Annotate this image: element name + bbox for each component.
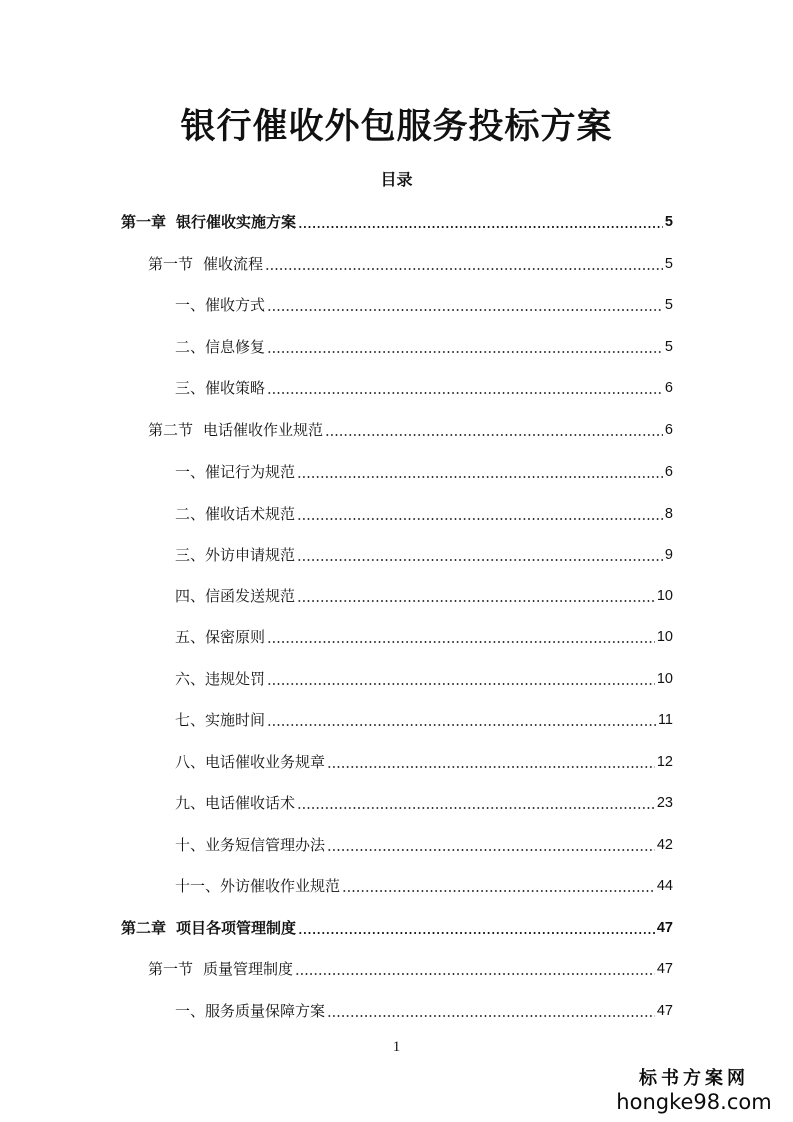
- toc-entry-title: 八、电话催收业务规章: [175, 753, 326, 771]
- toc-entry-page: 5: [664, 256, 673, 272]
- toc-dot-leader: [297, 476, 663, 478]
- toc-entry-title: 一、催记行为规范: [175, 463, 296, 481]
- toc-entry[interactable]: [175, 665, 673, 693]
- toc-entry-page: 9: [664, 547, 673, 563]
- toc-entry-title: 七、实施时间: [175, 711, 266, 729]
- toc-dot-leader: [267, 392, 663, 394]
- toc-entry-title: 质量管理制度: [203, 960, 294, 978]
- toc-dot-leader: [267, 683, 655, 685]
- toc-entry-page: 6: [664, 422, 673, 438]
- toc-entry[interactable]: [175, 623, 673, 651]
- toc-entry-title: 十、业务短信管理办法: [175, 836, 326, 854]
- toc-entry[interactable]: [175, 374, 673, 402]
- toc-dot-leader: [342, 890, 655, 892]
- toc-dot-leader: [298, 932, 655, 934]
- toc-entry[interactable]: [175, 500, 673, 528]
- page-number: 1: [392, 1039, 401, 1055]
- toc-entry[interactable]: [175, 291, 673, 319]
- toc-dot-leader: [267, 309, 663, 311]
- toc-entry-title: 九、电话催收话术: [175, 794, 296, 812]
- toc-entry-page: 47: [656, 1003, 673, 1019]
- toc-entry[interactable]: [175, 333, 673, 361]
- toc-entry[interactable]: [175, 831, 673, 859]
- toc-entry-page: 11: [657, 712, 673, 728]
- toc-entry-number: 第一章: [121, 213, 167, 231]
- toc-dot-leader: [295, 973, 655, 975]
- toc-entry-page: 47: [656, 961, 673, 977]
- toc-entry[interactable]: [175, 789, 673, 817]
- toc-entry-title: 六、违规处罚: [175, 670, 266, 688]
- toc-entry-title: 一、催收方式: [175, 296, 266, 314]
- toc-entry-number: 第二章: [121, 919, 167, 937]
- toc-entry[interactable]: [175, 458, 673, 486]
- toc-dot-leader: [267, 641, 655, 643]
- toc-entry-page: 44: [656, 878, 673, 894]
- toc-entry-number: 第一节: [148, 255, 194, 273]
- toc-entry[interactable]: [175, 706, 673, 734]
- toc-entry[interactable]: [121, 208, 673, 236]
- toc-entry-page: 42: [656, 837, 673, 853]
- toc-dot-leader: [325, 434, 663, 436]
- toc-entry-title: 电话催收作业规范: [203, 421, 324, 439]
- toc-entry-title: 三、催收策略: [175, 379, 266, 397]
- toc-dot-leader: [297, 807, 655, 809]
- toc-entry-title: 催收流程: [203, 255, 264, 273]
- toc-entry[interactable]: [175, 997, 673, 1025]
- toc-entry-title: 五、保密原则: [175, 628, 266, 646]
- watermark: [609, 1068, 779, 1114]
- toc-entry[interactable]: [148, 955, 673, 983]
- toc-dot-leader: [265, 268, 663, 270]
- toc-entry-page: 5: [664, 339, 673, 355]
- toc-entry[interactable]: [121, 914, 673, 942]
- toc-dot-leader: [297, 559, 663, 561]
- toc-dot-leader: [327, 1015, 655, 1017]
- toc-entry-page: 5: [664, 214, 673, 230]
- document-title: 银行催收外包服务投标方案: [180, 107, 613, 147]
- toc-dot-leader: [267, 724, 656, 726]
- toc-entry-page: 10: [656, 588, 673, 604]
- toc-entry-page: 6: [664, 464, 673, 480]
- toc-dot-leader: [267, 351, 663, 353]
- toc-dot-leader: [297, 518, 663, 520]
- toc-entry-page: 10: [656, 629, 673, 645]
- toc-dot-leader: [327, 766, 655, 768]
- toc-entry-page: 8: [664, 506, 673, 522]
- toc-dot-leader: [327, 849, 655, 851]
- toc-entry-title: 项目各项管理制度: [176, 919, 297, 937]
- toc-entry-page: 23: [656, 795, 673, 811]
- toc-entry[interactable]: [148, 416, 673, 444]
- toc-entry[interactable]: [175, 748, 673, 776]
- toc-entry-title: 银行催收实施方案: [176, 213, 297, 231]
- toc-entry-title: 十一、外访催收作业规范: [175, 877, 341, 895]
- toc-entry-page: 6: [664, 380, 673, 396]
- toc-entry[interactable]: [175, 541, 673, 569]
- toc-entry-title: 三、外访申请规范: [175, 546, 296, 564]
- toc-heading: 目录: [380, 170, 413, 189]
- toc-entry[interactable]: [148, 250, 673, 278]
- toc-entry[interactable]: [175, 872, 673, 900]
- toc-entry[interactable]: [175, 582, 673, 610]
- toc-entry-title: 一、服务质量保障方案: [175, 1002, 326, 1020]
- watermark-url: hongke98.com: [616, 1090, 772, 1114]
- toc-entry-page: 10: [656, 671, 673, 687]
- toc-entry-page: 12: [656, 754, 673, 770]
- toc-entry-title: 二、催收话术规范: [175, 505, 296, 523]
- toc-dot-leader: [297, 600, 655, 602]
- toc-entry-title: 四、信函发送规范: [175, 587, 296, 605]
- watermark-site-name: 标书方案网: [639, 1068, 749, 1089]
- toc-entry-page: 5: [664, 297, 673, 313]
- toc-entry-page: 47: [656, 920, 673, 936]
- toc-entry-number: 第二节: [148, 421, 194, 439]
- toc-entry-title: 二、信息修复: [175, 338, 266, 356]
- toc-dot-leader: [298, 226, 663, 228]
- toc-entry-number: 第一节: [148, 960, 194, 978]
